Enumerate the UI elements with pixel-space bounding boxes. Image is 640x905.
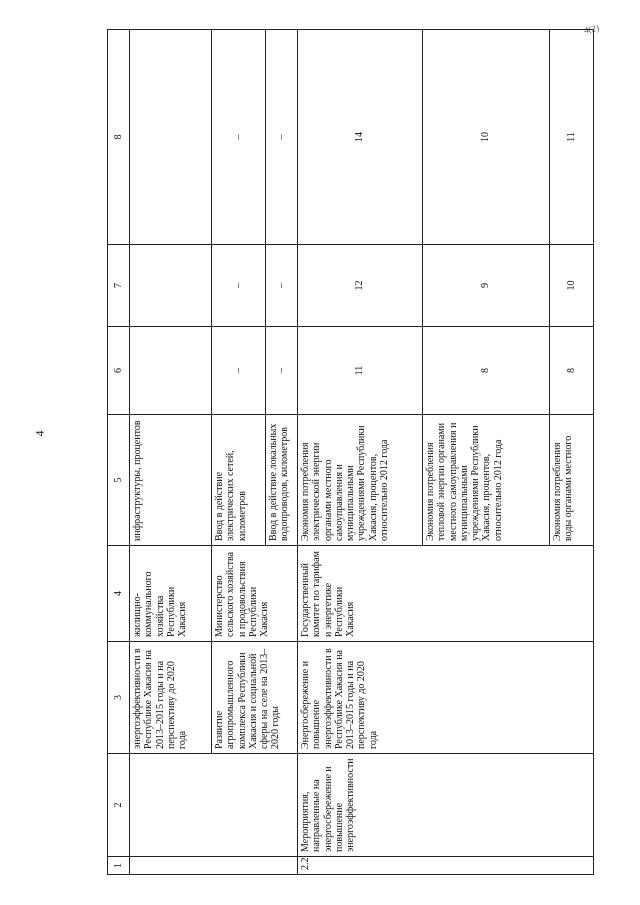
program-cell: Развитие агропромышленного комплекса Республики Хакасия и социальной сферы на селе на 2013–2020 годы: [212, 642, 298, 754]
indicator-cell: Ввод в действие локальных водопроводов, километров: [266, 415, 298, 546]
header-cell: 1: [108, 857, 130, 875]
value-cell: 11: [550, 30, 594, 245]
header-cell: 3: [108, 642, 130, 754]
activity-cell: [130, 754, 212, 857]
executor-cell: Государственный комитет по тарифам и энергетике Республики Хакасия: [298, 546, 594, 642]
handwritten-mark: 4(2): [583, 22, 600, 36]
value-cell: –: [212, 327, 266, 415]
value-cell: 9: [423, 245, 550, 327]
value-cell: 10: [550, 245, 594, 327]
row-number-cell: [130, 857, 212, 875]
header-cell: 5: [108, 415, 130, 546]
value-cell: –: [212, 245, 266, 327]
value-cell: 8: [423, 327, 550, 415]
activity-cell: [212, 754, 298, 857]
header-cell: 2: [108, 754, 130, 857]
row-number-cell: 2.2: [298, 857, 594, 875]
value-cell: 14: [298, 30, 423, 245]
table-row: [212, 30, 266, 875]
value-cell: 11: [298, 327, 423, 415]
page-number: 4: [32, 430, 47, 437]
header-cell: 8: [108, 30, 130, 245]
indicators-table: [107, 29, 594, 875]
executor-cell: Министерство сельского хозяйства и продовольствия Республики Хакасия: [212, 546, 298, 642]
indicator-cell: Экономия потребления тепловой энергии органами местного самоуправления и муниципальными учреждениями Республики Хакасия, процентов, относительно 2012 года: [423, 415, 550, 546]
table-row: [130, 30, 212, 875]
value-cell: [130, 327, 212, 415]
table-row: [298, 30, 423, 875]
row-number-cell: [212, 857, 298, 875]
value-cell: –: [266, 327, 298, 415]
program-cell: Энергосбережение и повышение энергоэффективности в Республике Хакасия на 2013–2015 годы и на перспективу до 2020 года: [298, 642, 594, 754]
value-cell: [130, 245, 212, 327]
indicator-cell: инфраструктуры, процентов: [130, 415, 212, 546]
value-cell: –: [212, 30, 266, 245]
header-cell: 4: [108, 546, 130, 642]
table-sheet: [107, 30, 595, 875]
value-cell: 12: [298, 245, 423, 327]
rotated-table-container: [107, 30, 595, 875]
header-cell: 6: [108, 327, 130, 415]
indicator-cell: Экономия потребления электрической энергии органами местного самоуправления и муниципальными учреждениями Республики Хакасия, процентов, относительно 2012 года: [298, 415, 423, 546]
indicator-cell: Экономия потребления воды органами местного: [550, 415, 594, 546]
value-cell: 10: [423, 30, 550, 245]
program-cell: энергоэффективности в Республике Хакасия на 2013–2015 годы и на перспективу до 2020 года: [130, 642, 212, 754]
activity-cell: Мероприятия, направленные на энергосбережение и повышение энергоэффективности: [298, 754, 594, 857]
executor-cell: жилищно-коммунального хозяйства Республики Хакасия: [130, 546, 212, 642]
value-cell: –: [266, 245, 298, 327]
header-row: [108, 30, 130, 875]
value-cell: 8: [550, 327, 594, 415]
header-cell: 7: [108, 245, 130, 327]
value-cell: [130, 30, 212, 245]
value-cell: –: [266, 30, 298, 245]
indicator-cell: Ввод в действие электрических сетей, километров: [212, 415, 266, 546]
